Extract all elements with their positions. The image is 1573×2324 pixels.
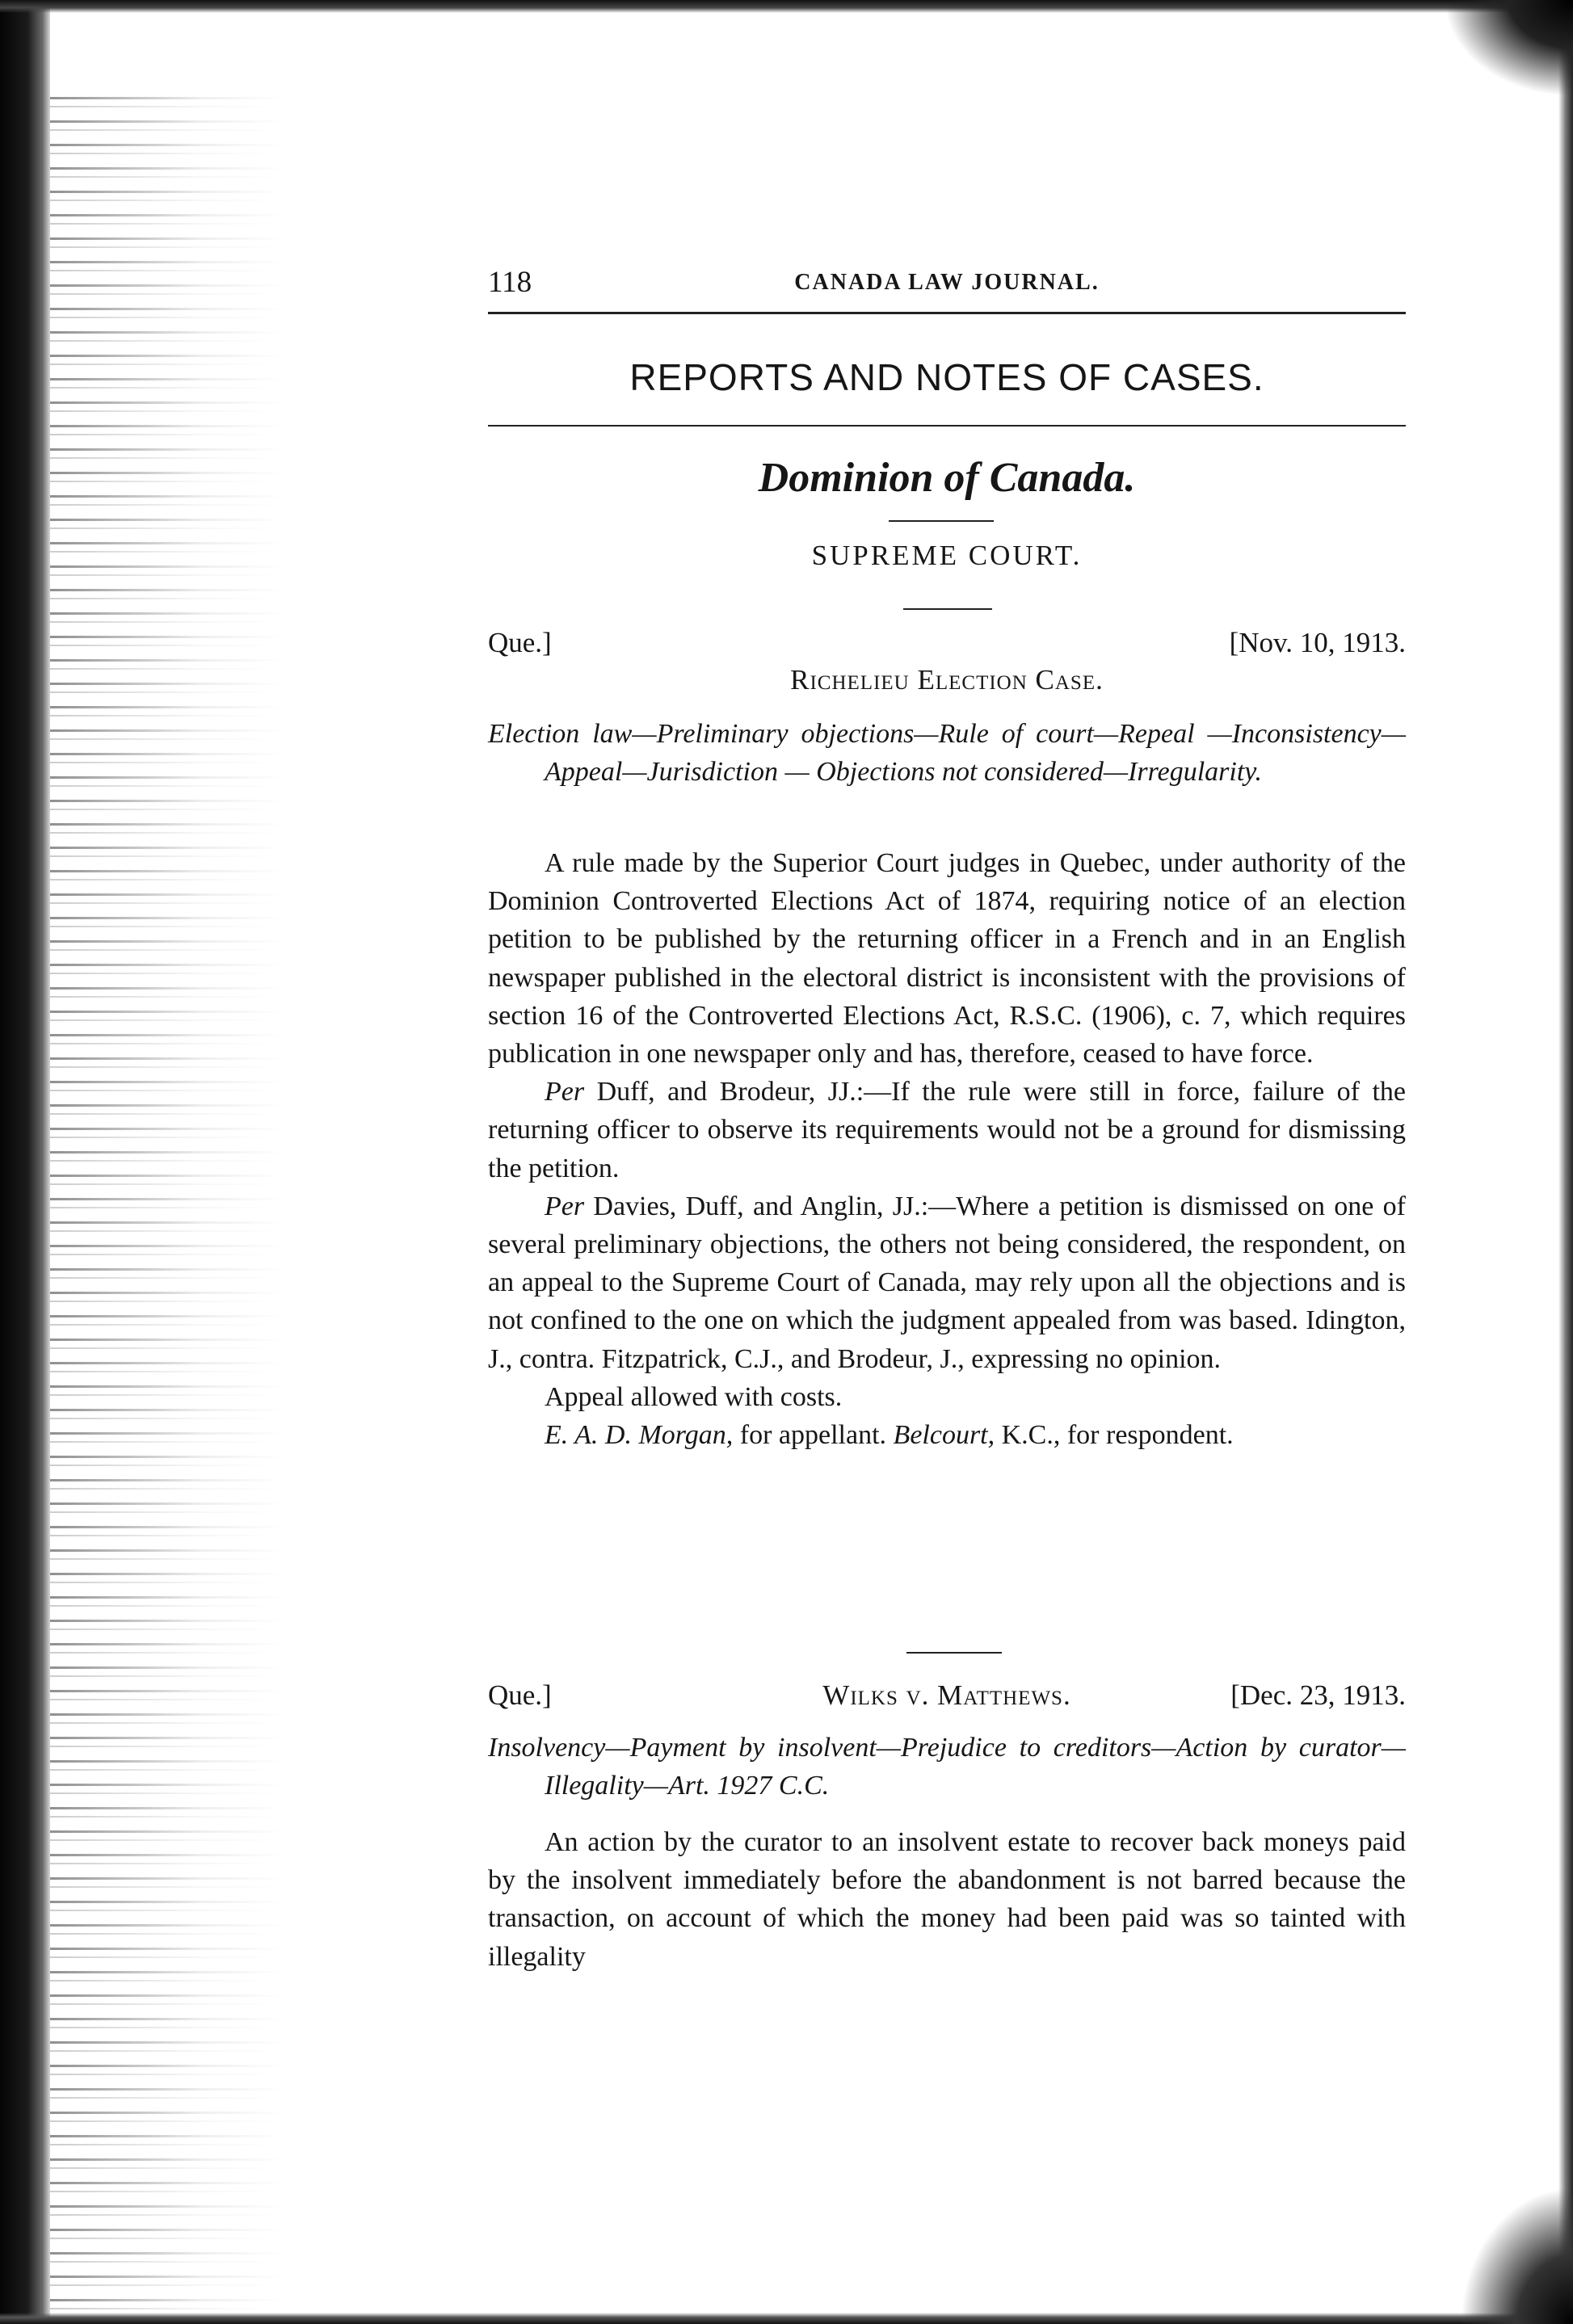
case1-counsel: E. A. D. Morgan, for appellant. Belcourt, K.C., for respondent. (545, 1420, 1234, 1451)
case1-province: Que.] (488, 627, 552, 658)
case1-body (488, 844, 1406, 1454)
case1-meta-row (488, 627, 1406, 662)
case1-paragraph: Appeal allowed with costs. (545, 1381, 843, 1412)
case1-paragraph: Per Davies, Duff, and Anglin, JJ.:—Where a petition is dismissed on one of several preliminary objections, the others not being considered, the respondent, on an appeal to the Supreme Court of Canada, may rely upon all the objections and is not confined to the one on which the judgment appealed from was based. Idington, J., contra. Fitzpatrick, C.J., and Brodeur, J., expressing no opinion. (488, 1191, 1406, 1374)
case1-paragraph: Per Duff, and Brodeur, JJ.:—If the rule were still in force, failure of the returning officer to observe its requirements would not be a ground for dismissing the petition. (488, 1077, 1406, 1183)
case2-date: [Dec. 23, 1913. (1230, 1679, 1406, 1711)
journal-title: CANADA LAW JOURNAL. (794, 270, 1100, 295)
case-divider (906, 1652, 1002, 1654)
court-title: Dominion of Canada. (758, 455, 1136, 501)
case2-title: Wilks v. Matthews. (822, 1679, 1071, 1711)
case2-headnote: Insolvency—Payment by insolvent—Prejudice to creditors—Action by curator—Illegality—Art. 1927 C.C. (488, 1733, 1406, 1801)
page-number: 118 (488, 266, 532, 299)
running-header (488, 265, 1406, 305)
section-rule (488, 425, 1406, 427)
case2-province: Que.] (488, 1679, 552, 1711)
case1-date: [Nov. 10, 1913. (1229, 627, 1406, 658)
case1-title: Richelieu Election Case. (790, 664, 1104, 696)
title-divider (889, 520, 994, 522)
court-division: SUPREME COURT. (811, 540, 1083, 571)
header-rule (488, 312, 1406, 314)
case1-paragraph: A rule made by the Superior Court judges in Quebec, under authority of the Dominion Controverted Elections Act of 1874, requiring notice of an election petition to be published by the returning officer in a French and in an English newspaper published in the electoral district is inconsistent with the provisions of section 16 of the Controverted Elections Act, R.S.C. (1906), c. 7, which requires publication in one newspaper only and has, therefore, ceased to have force. (488, 848, 1406, 1070)
case2-body (488, 1823, 1406, 1976)
case2-paragraph: An action by the curator to an insolvent estate to recover back moneys paid by the insolvent immediately before the abandonment is not barred because the transaction, on account of which the money had been paid was so tainted with illegality (488, 1827, 1406, 1972)
case1-headnote: Election law—Preliminary objections—Rule of court—Repeal —Inconsistency—Appeal—Jurisdiction — Objections not considered—Irregularity. (488, 719, 1406, 787)
case2-meta-row (488, 1679, 1406, 1715)
division-divider (903, 608, 992, 610)
section-title: REPORTS AND NOTES OF CASES. (629, 356, 1264, 398)
